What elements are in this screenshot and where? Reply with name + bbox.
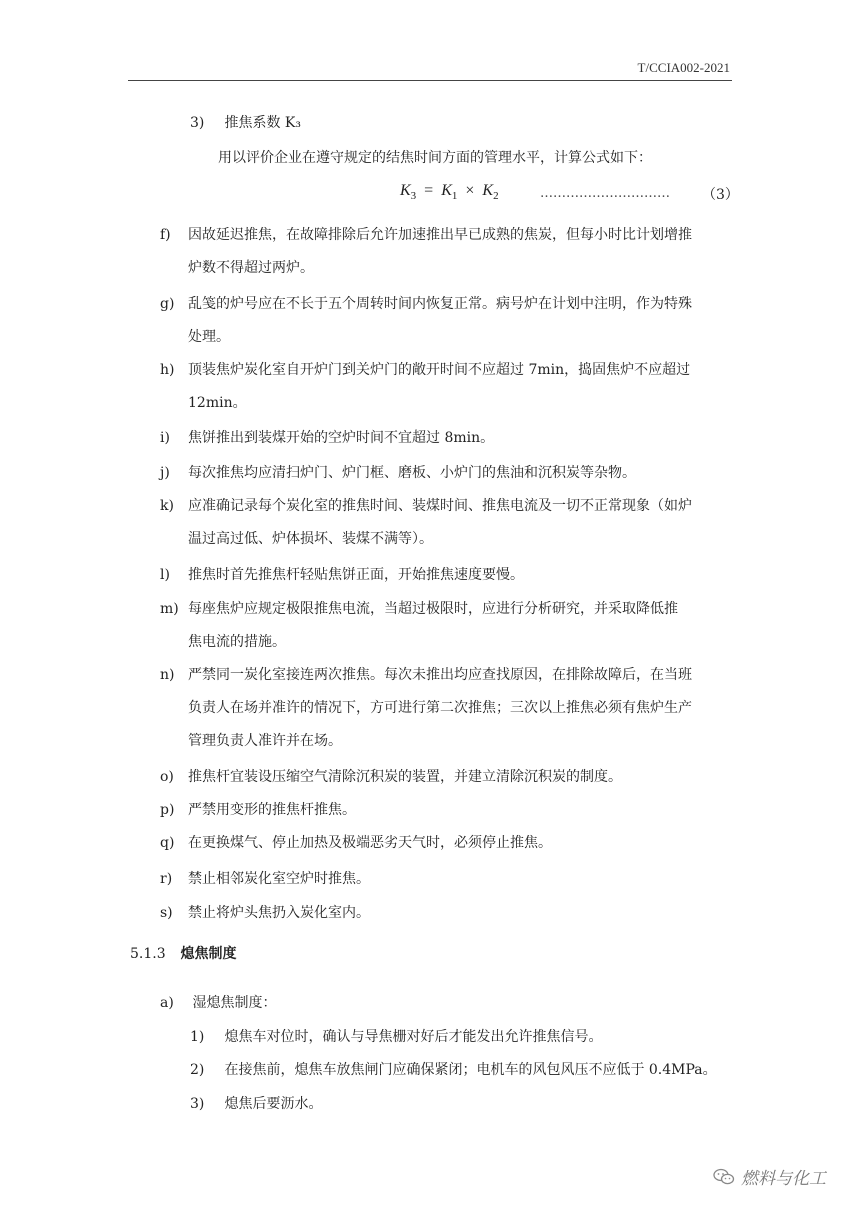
rule-label: j) — [160, 465, 170, 481]
wet-item-text: 熄焦后要沥水。 — [224, 1096, 323, 1112]
rule-text: 温过高过低、炉体损坏、装煤不满等）。 — [188, 531, 433, 547]
rule-text: 炉数不得超过两炉。 — [188, 260, 314, 276]
rule-line — [160, 699, 692, 717]
wet-label: a) — [160, 995, 174, 1011]
wet-quenching-heading — [160, 994, 276, 1012]
standard-code: T/CCIA002-2021 — [637, 60, 730, 75]
rule-label: i) — [160, 430, 170, 446]
section-title: 熄焦制度 — [180, 946, 237, 962]
formula-leader-dots: ………………………… — [540, 186, 670, 201]
rule-line — [160, 259, 314, 277]
rule-label: s) — [160, 905, 173, 921]
rule-label: p) — [160, 802, 175, 818]
rule-line — [160, 732, 342, 750]
rule-label: h) — [160, 362, 175, 378]
k3-title: 推焦系数 K₃ — [224, 115, 301, 131]
rule-label: r) — [160, 871, 173, 887]
rule-label: g) — [160, 296, 175, 312]
rule-line — [160, 600, 678, 618]
rule-text: 管理负责人准许并在场。 — [188, 733, 342, 749]
rule-text: 应准确记录每个炭化室的推焦时间、装煤时间、推焦电流及一切不正常现象（如炉 — [188, 498, 692, 514]
rule-line — [160, 666, 692, 684]
rule-line — [160, 904, 370, 922]
watermark-text: 燃料与化工 — [741, 1169, 826, 1189]
rule-line — [160, 530, 433, 548]
rule-line — [160, 768, 622, 786]
wet-title: 湿熄焦制度： — [192, 995, 277, 1011]
rule-text: 严禁同一炭化室接连两次推焦。每次未推出均应查找原因，在排除故障后，在当班 — [188, 667, 692, 683]
rule-text: 严禁用变形的推焦杆推焦。 — [188, 802, 356, 818]
k3-formula: $K_3 = K_1 \times K_2$ — [400, 182, 499, 203]
rule-text: 12min。 — [188, 395, 247, 411]
rule-line — [160, 633, 286, 651]
rule-text: 焦电流的措施。 — [188, 634, 286, 650]
rule-text: 处理。 — [188, 329, 230, 345]
rule-text: 每座焦炉应规定极限推焦电流，当超过极限时，应进行分析研究，并采取降低推 — [188, 601, 678, 617]
rule-label: m) — [160, 601, 179, 617]
k3-label: 3) — [190, 115, 205, 131]
rule-text: 每次推焦均应清扫炉门、炉门框、磨板、小炉门的焦油和沉积炭等杂物。 — [188, 465, 636, 481]
rule-text: 禁止将炉头焦扔入炭化室内。 — [188, 905, 370, 921]
rule-text: 推焦时首先推焦杆轻贴焦饼正面，开始推焦速度要慢。 — [188, 567, 524, 583]
rule-label: k) — [160, 498, 174, 514]
account-watermark — [713, 1164, 826, 1189]
rule-text: 推焦杆宜装设压缩空气清除沉积炭的装置，并建立清除沉积炭的制度。 — [188, 769, 622, 785]
rule-line — [160, 295, 692, 313]
section-number: 5.1.3 — [130, 946, 166, 962]
rule-text: 顶装焦炉炭化室自开炉门到关炉门的敞开时间不应超过 7min，捣固焦炉不应超过 — [188, 362, 691, 378]
wet-item — [190, 1028, 602, 1046]
rule-text: 在更换煤气、停止加热及极端恶劣天气时，必须停止推焦。 — [188, 835, 552, 851]
rule-line — [160, 566, 524, 584]
rule-line — [160, 464, 636, 482]
header-rule — [128, 80, 732, 81]
rule-line — [160, 497, 692, 515]
wet-item-label: 2) — [190, 1062, 205, 1078]
rule-label: n) — [160, 667, 175, 683]
rule-text: 禁止相邻炭化室空炉时推焦。 — [188, 871, 370, 887]
rule-text: 乱笺的炉号应在不长于五个周转时间内恢复正常。病号炉在计划中注明，作为特殊 — [188, 296, 692, 312]
wet-item-text: 熄焦车对位时，确认与导焦栅对好后才能发出允许推焦信号。 — [224, 1029, 603, 1045]
rule-line — [160, 834, 552, 852]
rule-label: f) — [160, 227, 171, 243]
rule-label: q) — [160, 835, 175, 851]
wet-item — [190, 1095, 322, 1113]
rule-line — [160, 361, 690, 379]
wet-item-text: 在接焦前，熄焦车放焦闸门应确保紧闭；电机车的风包风压不应低于 0.4MPa。 — [224, 1062, 717, 1078]
rule-text: 焦饼推出到装煤开始的空炉时间不宜超过 8min。 — [188, 430, 495, 446]
rule-line — [160, 328, 230, 346]
rule-label: o) — [160, 769, 174, 785]
rule-line — [160, 226, 692, 244]
k3-heading — [190, 114, 301, 132]
rule-line — [160, 870, 370, 888]
section-heading — [130, 945, 236, 963]
rule-line — [160, 429, 494, 447]
wechat-icon — [713, 1168, 735, 1186]
equation-number: （3） — [702, 187, 739, 203]
rule-text: 负责人在场并准许的情况下，方可进行第二次推焦；三次以上推焦必须有焦炉生产 — [188, 700, 692, 716]
wet-item-label: 3) — [190, 1096, 205, 1112]
rule-line — [160, 801, 356, 819]
rule-text: 因故延迟推焦，在故障排除后允许加速推出早已成熟的焦炭，但每小时比计划增推 — [188, 227, 692, 243]
wet-item-label: 1) — [190, 1029, 205, 1045]
rule-label: l) — [160, 567, 170, 583]
wet-item — [190, 1061, 717, 1079]
rule-line — [160, 394, 247, 412]
k3-description: 用以评价企业在遵守规定的结焦时间方面的管理水平，计算公式如下： — [218, 150, 652, 166]
